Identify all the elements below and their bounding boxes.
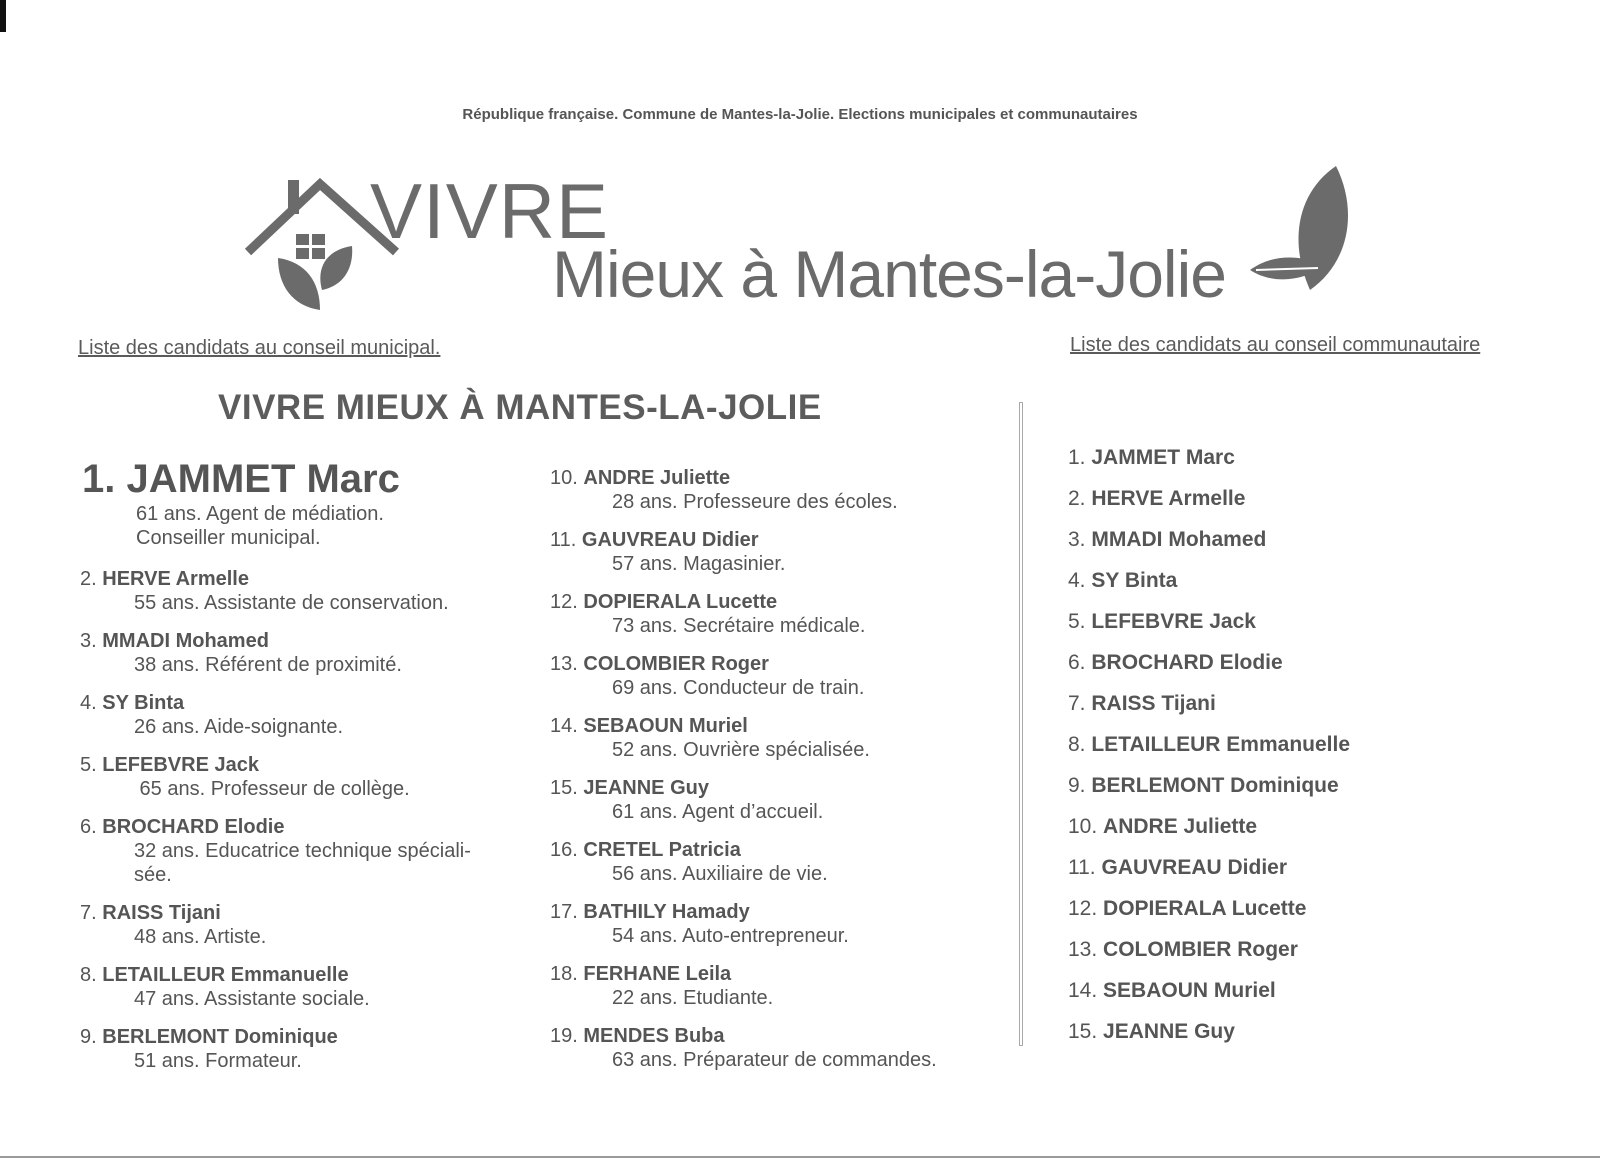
candidate-number: 11. [1068,856,1096,879]
candidate-name: JAMMET Marc [1091,446,1235,469]
candidate-name: COLOMBIER Roger [583,653,769,675]
candidate-name: FERHANE Leila [583,963,732,985]
candidate-number: 6. [80,816,97,838]
candidate-detail: 26 ans. Aide-soignante. [134,716,344,738]
candidate-name: JAMMET Marc [126,457,400,501]
candidate-number: 10. [550,467,578,489]
candidate-entry [550,962,773,1010]
candidate-detail: 32 ans. Educatrice technique spéciali- [134,840,471,862]
candidate-number: 4. [1068,569,1086,592]
candidate-number: 18. [550,963,578,985]
candidate-number: 2. [1068,487,1086,510]
candidate-name: JEANNE Guy [583,777,709,799]
candidate-detail: 38 ans. Référent de proximité. [134,654,402,676]
communautaire-item [1068,651,1283,675]
candidate-name: RAISS Tijani [102,902,221,924]
candidate-number: 7. [1068,692,1086,715]
communautaire-item [1068,815,1257,839]
candidate-detail: 55 ans. Assistante de conservation. [134,592,449,614]
communautaire-item [1068,528,1266,552]
candidate-entry [550,466,898,514]
candidate-entry [80,691,343,739]
candidate-detail: 48 ans. Artiste. [134,926,267,948]
communautaire-item [1068,897,1306,921]
communautaire-item [1068,692,1216,716]
candidate-number: 19. [550,1025,578,1047]
candidate-detail: 63 ans. Préparateur de commandes. [612,1049,937,1071]
candidate-name: BROCHARD Elodie [1091,651,1283,674]
candidate-number: 3. [1068,528,1086,551]
candidate-name: SY Binta [1091,569,1178,592]
candidate-detail: 28 ans. Professeure des écoles. [612,491,898,513]
candidate-number: 17. [550,901,578,923]
candidate-entry [550,714,870,762]
candidate-detail: 65 ans. Professeur de collège. [134,778,410,800]
candidate-name: BERLEMONT Dominique [102,1026,338,1048]
candidate-number: 16. [550,839,578,861]
candidate-name: GAUVREAU Didier [581,529,759,551]
communautaire-item [1068,569,1177,593]
candidate-name: MMADI Mohamed [102,630,269,652]
candidate-name: HERVE Armelle [102,568,249,590]
candidate-name: LETAILLEUR Emmanuelle [1091,733,1351,756]
candidate-detail: 54 ans. Auto-entrepreneur. [612,925,849,947]
candidate-number: 5. [1068,610,1086,633]
candidate-name: SY Binta [102,692,185,714]
candidate-entry [550,838,828,886]
candidate-name: GAUVREAU Didier [1101,856,1288,879]
candidate-detail: 69 ans. Conducteur de train. [612,677,865,699]
candidate-number: 15. [550,777,578,799]
candidate-number: 3. [80,630,97,652]
candidate-name: BATHILY Hamady [583,901,750,923]
candidate-number: 9. [80,1026,97,1048]
bottom-rule [0,1156,1600,1158]
communautaire-item [1068,938,1298,962]
candidate-name: ANDRE Juliette [583,467,731,489]
candidate-name: DOPIERALA Lucette [583,591,778,613]
candidate-entry [550,652,864,700]
candidate-number: 14. [1068,979,1098,1002]
column-divider [1019,402,1023,1046]
communautaire-item [1068,1020,1235,1044]
candidate-entry [80,1025,338,1073]
candidate-number: 1. [1068,446,1086,469]
logo-title-mieux: Mieux à Mantes-la-Jolie [552,237,1226,311]
candidate-name: RAISS Tijani [1091,692,1216,715]
candidate-entry [550,528,785,576]
candidate-detail: 57 ans. Magasinier. [612,553,786,575]
list-heading: VIVRE MIEUX À MANTES-LA-JOLIE [218,388,822,427]
leaf-icon [1250,166,1348,290]
candidate-name: DOPIERALA Lucette [1103,897,1307,920]
candidate-number: 12. [550,591,578,613]
candidate-name: SEBAOUN Muriel [1103,979,1276,1002]
candidate-name: BROCHARD Elodie [102,816,285,838]
candidate-entry [550,776,823,824]
candidate-detail: 52 ans. Ouvrière spécialisée. [612,739,870,761]
candidate-number: 9. [1068,774,1086,797]
candidate-heading [82,456,400,502]
candidate-name: COLOMBIER Roger [1103,938,1298,961]
candidate-name: LETAILLEUR Emmanuelle [102,964,349,986]
logo-title-vivre: VIVRE [370,167,610,255]
candidate-number: 12. [1068,897,1098,920]
candidate-entry [82,456,400,550]
candidate-number: 13. [550,653,578,675]
candidate-detail: 47 ans. Assistante sociale. [134,988,370,1010]
candidate-entry [80,753,410,801]
candidate-number: 11. [550,529,577,551]
candidate-detail: 61 ans. Agent de médiation. [136,503,384,525]
candidate-number: 15. [1068,1020,1098,1043]
communautaire-item [1068,446,1235,470]
communautaire-item [1068,856,1287,880]
candidate-number: 13. [1068,938,1098,961]
candidate-number: 6. [1068,651,1086,674]
header-line: République française. Commune de Mantes-la-Jolie. Elections municipales et communautaires [462,106,1138,123]
candidate-name: ANDRE Juliette [1103,815,1258,838]
candidate-entry [80,567,449,615]
communautaire-item [1068,610,1256,634]
candidate-number: 10. [1068,815,1098,838]
communautaire-item [1068,774,1339,798]
communautaire-item [1068,733,1350,757]
communautaire-item [1068,487,1245,511]
candidate-name: HERVE Armelle [1091,487,1246,510]
candidate-detail: 61 ans. Agent d’accueil. [612,801,824,823]
candidate-detail: 22 ans. Etudiante. [612,987,774,1009]
candidate-number: 8. [80,964,97,986]
candidate-name: BERLEMONT Dominique [1091,774,1339,797]
candidate-entry [80,963,370,1011]
candidate-number: 1. [82,457,116,501]
candidate-number: 2. [80,568,97,590]
candidate-number: 14. [550,715,578,737]
candidate-detail: sée. [134,864,172,886]
candidate-number: 5. [80,754,97,776]
communautaire-subtitle: Liste des candidats au conseil communautaire [1070,334,1481,356]
candidate-entry [80,629,402,677]
candidate-entry [550,1024,937,1072]
candidate-name: MENDES Buba [583,1025,725,1047]
candidate-name: LEFEBVRE Jack [102,754,259,776]
candidate-entry [80,815,471,887]
candidate-entry [550,590,865,638]
candidate-entry [80,901,266,949]
candidate-detail: Conseiller municipal. [136,527,321,549]
municipal-subtitle: Liste des candidats au conseil municipal. [78,337,441,359]
candidate-name: LEFEBVRE Jack [1091,610,1256,633]
candidate-detail: 51 ans. Formateur. [134,1050,302,1072]
candidate-number: 7. [80,902,97,924]
candidate-entry [550,900,849,948]
candidate-number: 8. [1068,733,1086,756]
candidate-name: SEBAOUN Muriel [583,715,748,737]
candidate-number: 4. [80,692,97,714]
candidate-detail: 56 ans. Auxiliaire de vie. [612,863,828,885]
candidate-name: CRETEL Patricia [583,839,741,861]
communautaire-item [1068,979,1276,1003]
candidate-name: MMADI Mohamed [1091,528,1267,551]
candidate-name: JEANNE Guy [1103,1020,1235,1043]
candidate-detail: 73 ans. Secrétaire médicale. [612,615,866,637]
